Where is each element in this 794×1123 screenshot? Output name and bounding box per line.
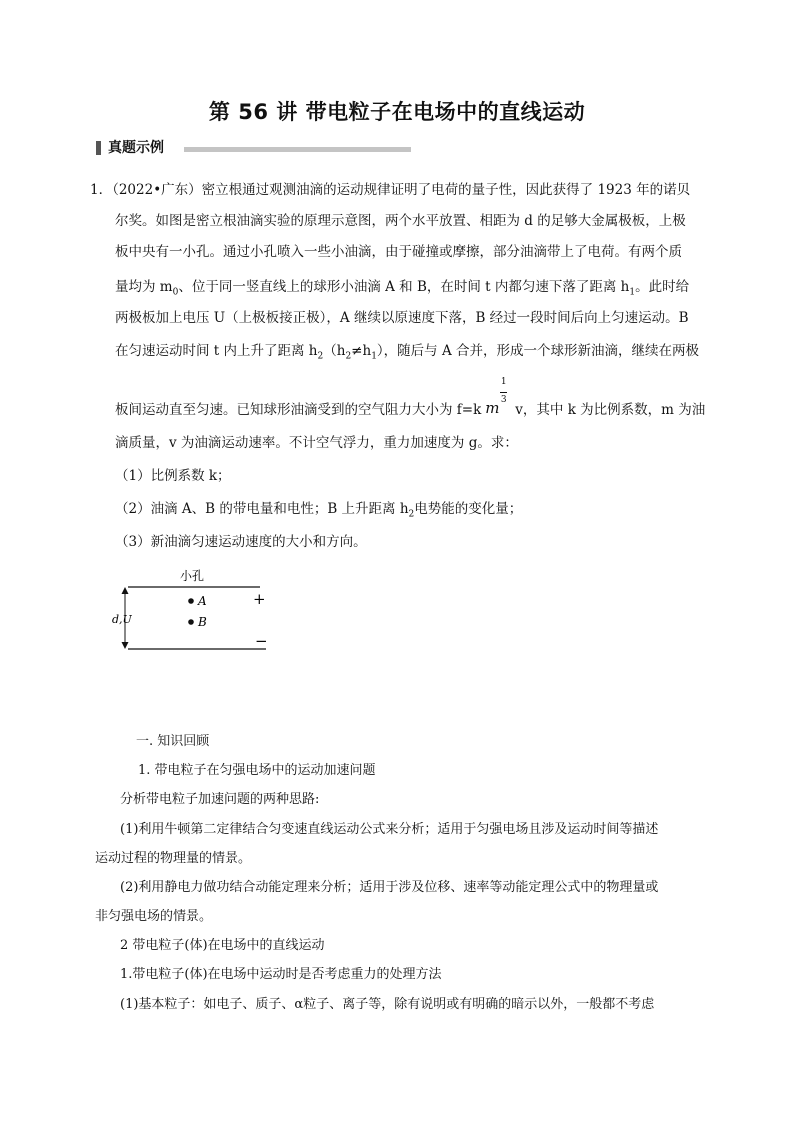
review-paragraph-3b: 非匀强电场的情景。 <box>95 909 213 924</box>
review-paragraph-4: 1.带电粒子(体)在电场中运动时是否考虑重力的处理方法 <box>120 967 442 982</box>
question-3: （3）新油滴匀速运动速度的大小和方向。 <box>115 534 367 550</box>
drop-b-label: B <box>198 615 207 629</box>
plus-sign: + <box>253 590 266 608</box>
drop-a <box>188 598 194 604</box>
review-paragraph-3a: (2)利用静电力做功结合动能定理来分析；适用于涉及位移、速率等动能定理公式中的物理量或 <box>120 880 659 895</box>
formula-m: m <box>485 399 500 417</box>
problem-line-5: 两极板加上电压 U（上极板接正极），A 继续以原速度下落，B 经过一段时间后向上匀速运动。B <box>115 310 689 326</box>
review-item-1: 1. 带电粒子在匀强电场中的运动加速问题 <box>138 763 376 778</box>
problem-line-8: 滴质量，v 为油滴运动速率。不计空气浮力，重力加速度为 g。求： <box>115 435 518 451</box>
drop-b <box>188 619 194 625</box>
review-item-2: 2 带电粒子(体)在电场中的直线运动 <box>120 938 325 953</box>
section-marker <box>96 141 101 155</box>
capacitor-diagram <box>108 560 283 660</box>
hole-label: 小孔 <box>180 569 205 583</box>
question-1: （1）比例系数 k； <box>115 468 231 484</box>
problem-text: （2022•广东）密立根通过观测油滴的运动规律证明了电荷的量子性，因此获得了 1923 年的诺贝 <box>112 182 691 198</box>
problem-line-6: 在匀速运动时间 t 内上升了距离 $h_2(h_2\ne h_1)$，随后与 A 合并，形成一个球形新油滴，继续在两极 <box>115 343 700 362</box>
formula-exponent: 1 3 <box>500 377 507 405</box>
review-paragraph-2a: (1)利用牛顿第二定律结合匀变速直线运动公式来分析；适用于匀强电场且涉及运动时间等描述 <box>120 822 659 837</box>
problem-line-1 <box>90 180 690 200</box>
problem-number: 1． <box>90 182 113 198</box>
problem-line-3: 板中央有一小孔。通过小孔喷入一些小油滴，由于碰撞或摩擦，部分油滴带上了电荷。有两个质 <box>115 244 682 260</box>
gap-arrow-down <box>122 642 129 649</box>
question-2: （2）油滴 A、B 的带电量和电性；B 上升距离 $h_2$电势能的变化量； <box>115 501 523 520</box>
review-paragraph-2b: 运动过程的物理量的情景。 <box>95 851 252 866</box>
problem-line-2: 尔奖。如图是密立根油滴实验的原理示意图，两个水平放置、相距为 d 的足够大金属极板，上极 <box>115 213 686 229</box>
minus-sign: − <box>255 632 268 650</box>
problem-line-7: 板间运动直至匀速。已知球形油滴受到的空气阻力大小为 f=k m 1 3 v，其中 k 为比例系数，m 为油 <box>115 377 706 418</box>
problem-line-4: 量均为 $m_0$、位于同一竖直线上的球形小油滴 A 和 B，在时间 t 内都匀速下落了距离 $h_1$。此时给 <box>115 279 690 298</box>
drop-a-label: A <box>198 594 207 608</box>
gap-label: d,U <box>112 613 132 626</box>
gap-arrow-up <box>122 587 129 594</box>
review-paragraph-1: 分析带电粒子加速问题的两种思路: <box>120 792 320 807</box>
section-label: 真题示例 <box>108 140 164 156</box>
review-heading: 一. 知识回顾 <box>136 734 210 749</box>
review-paragraph-5: (1)基本粒子：如电子、质子、α粒子、离子等，除有说明或有明确的暗示以外，一般都不考虑 <box>120 997 655 1012</box>
section-rule <box>184 147 411 152</box>
page-title: 第 56 讲 带电粒子在电场中的直线运动 <box>208 100 586 124</box>
